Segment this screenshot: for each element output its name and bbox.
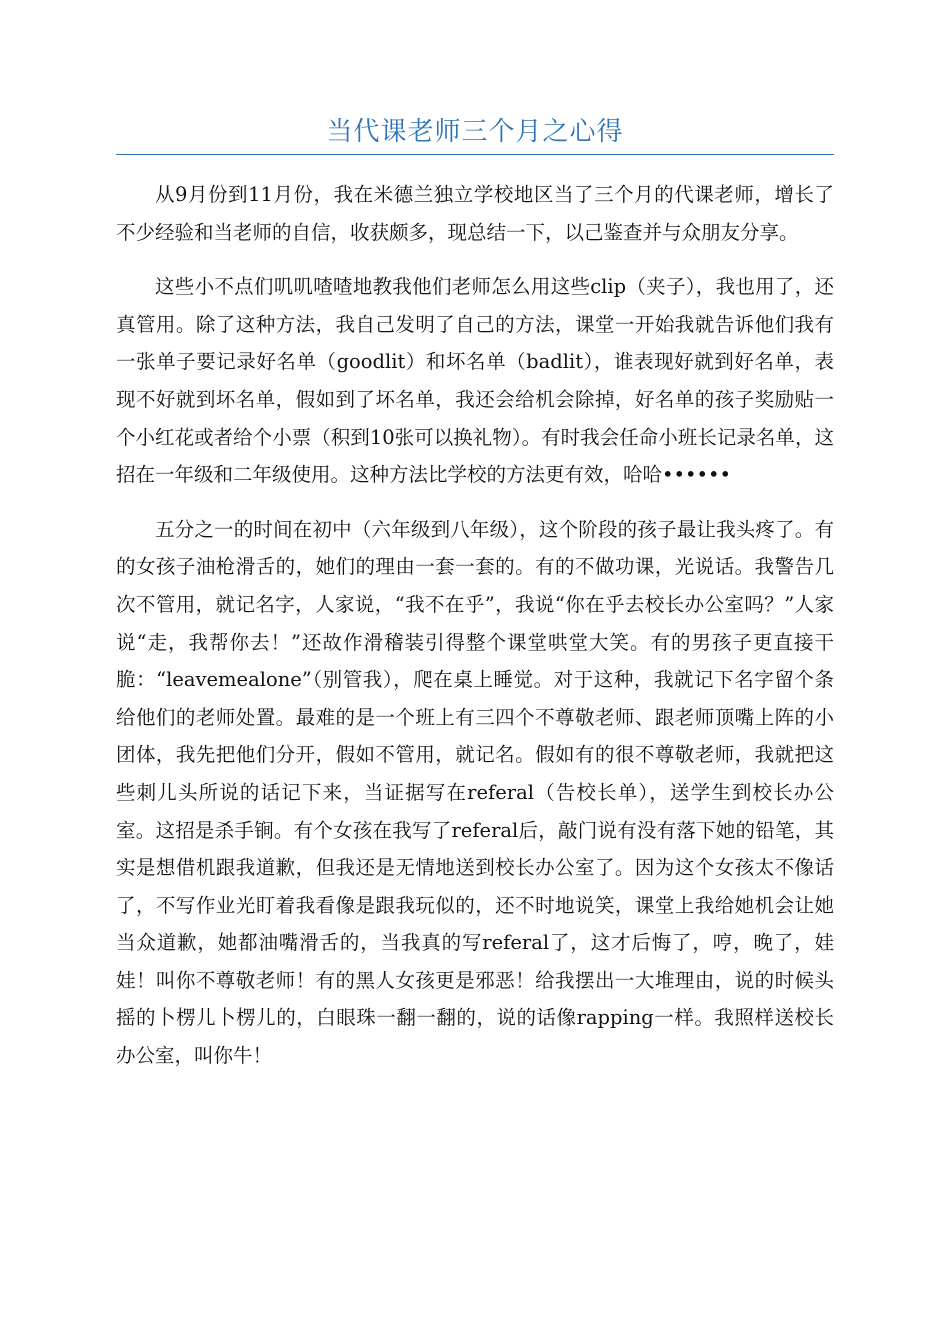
document-title: 当代课老师三个月之心得 <box>326 117 624 147</box>
paragraph-3: 五分之一的时间在初中（六年级到八年级），这个阶段的孩子最让我头疼了。有的女孩子油枪滑舌的，她们的理由一套一套的。有的不做功课，光说话。我警告几次不管用，就记名字，人家说，“我不在乎”，我说“你在乎去校长办公室吗？”人家说“走，我帮你去！”还故作滑稽装引得整个课堂哄堂大笑。有的男孩子更直接干脆：“leavemealone”（别管我），爬在桌上睡觉。对于这种，我就记下名字留个条给他们的老师处置。最难的是一个班上有三四个不尊敬老师、跟老师顶嘴上阵的小团体，我先把他们分开，假如不管用，就记名。假如有的很不尊敬老师，我就把这些刺儿头所说的话记下来，当证据写在referal（告校长单），送学生到校长办公室。这招是杀手锏。有个女孩在我写了referal后，敲门说有没有落下她的铅笔，其实是想借机跟我道歉，但我还是无情地送到校长办公室了。因为这个女孩太不像话了，不写作业光盯着我看像是跟我玩似的，还不时地说笑，课堂上我给她机会让她当众道歉，她都油嘴滑舌的，当我真的写referal了，这才后悔了，哼，晚了，娃娃！叫你不尊敬老师！有的黑人女孩更是邪恶！给我摆出一大堆理由，说的时候头摇的卜楞儿卜楞儿的，白眼珠一翻一翻的，说的话像rapping一样。我照样送校长办公室，叫你牛！ <box>116 517 834 1068</box>
title-underline <box>116 154 834 155</box>
document-body <box>116 176 834 1092</box>
paragraph-2: 这些小不点们叽叽喳喳地教我他们老师怎么用这些clip（夹子），我也用了，还真管用。除了这种方法，我自己发明了自己的方法，课堂一开始我就告诉他们我有一张单子要记录好名单（goodlit）和坏名单（badlit），谁表现好就到好名单，表现不好就到坏名单，假如到了坏名单，我还会给机会除掉，好名单的孩子奖励贴一个小红花或者给个小票（积到10张可以换礼物）。有时我会任命小班长记录名单，这招在一年级和二年级使用。这种方法比学校的方法更有效，哈哈•••••• <box>116 275 834 487</box>
paragraph-1: 从9月份到11月份，我在米德兰独立学校地区当了三个月的代课老师，增长了不少经验和当老师的自信，收获颇多，现总结一下，以己鉴查并与众朋友分享。 <box>116 183 834 244</box>
